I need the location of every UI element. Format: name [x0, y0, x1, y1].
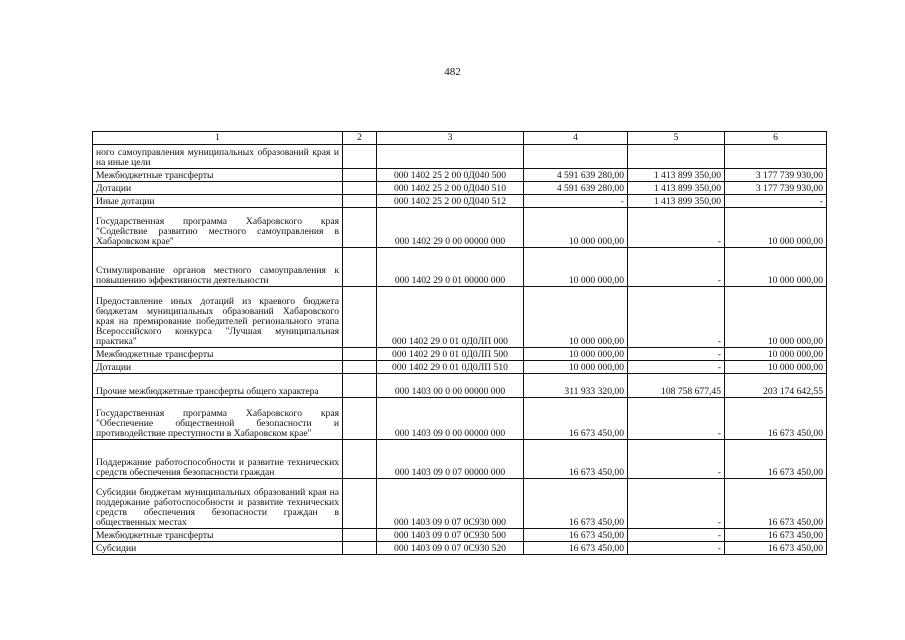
row-value-col6: 10 000 000,00 [725, 287, 827, 348]
row-name-cell: Иные дотации [93, 195, 343, 208]
table-body [93, 132, 827, 555]
page-number: 482 [444, 66, 461, 78]
row-value-col6: 16 673 450,00 [725, 529, 827, 542]
row-value-col5: - [628, 479, 725, 529]
row-code-cell: 000 1403 09 0 07 0С930 000 [377, 479, 524, 529]
row-value-col4: 10 000 000,00 [524, 348, 628, 361]
row-value-col6: 16 673 450,00 [725, 398, 827, 440]
row-value-col4: 16 673 450,00 [524, 398, 628, 440]
row-value-col4: 10 000 000,00 [524, 248, 628, 287]
row-value-col4: 16 673 450,00 [524, 479, 628, 529]
table-row [93, 361, 827, 374]
table-row [93, 479, 827, 529]
row-value-col6: 16 673 450,00 [725, 479, 827, 529]
row-value-col5: - [628, 248, 725, 287]
row-col2-cell [343, 361, 377, 374]
row-code-cell: 000 1402 25 2 00 0Д040 510 [377, 182, 524, 195]
table-row [93, 145, 827, 169]
header-col-2: 2 [343, 132, 377, 145]
row-name-cell: Межбюджетные трансферты [93, 169, 343, 182]
row-code-cell: 000 1403 09 0 07 0С930 520 [377, 542, 524, 555]
row-value-col6: 10 000 000,00 [725, 361, 827, 374]
row-value-col6: 16 673 450,00 [725, 542, 827, 555]
row-col2-cell [343, 398, 377, 440]
row-value-col6: 16 673 450,00 [725, 440, 827, 479]
table-row [93, 398, 827, 440]
row-value-col4: 16 673 450,00 [524, 440, 628, 479]
table-row [93, 248, 827, 287]
row-name-cell: Поддержание работоспособности и развитие технических средств обеспечения безопасности граждан [93, 440, 343, 479]
table-row [93, 348, 827, 361]
table-row [93, 542, 827, 555]
row-col2-cell [343, 287, 377, 348]
row-value-col4: - [524, 195, 628, 208]
row-col2-cell [343, 169, 377, 182]
row-col2-cell [343, 208, 377, 248]
row-value-col4: 10 000 000,00 [524, 287, 628, 348]
row-name-cell: Субсидии бюджетам муниципальных образований края на поддержание работоспособности и развитие технических средств обеспечения безопасности граждан в общественных местах [93, 479, 343, 529]
row-value-col5: - [628, 398, 725, 440]
row-name-cell: Государственная программа Хабаровского края "Обеспечение общественной безопасности и противодействие преступности в Хабаровском крае" [93, 398, 343, 440]
row-value-col6: 3 177 739 930,00 [725, 169, 827, 182]
row-name-cell: Государственная программа Хабаровского края "Содействие развитию местного самоуправления в Хабаровском крае" [93, 208, 343, 248]
row-value-col5: - [628, 348, 725, 361]
row-value-col5: 1 413 899 350,00 [628, 182, 725, 195]
row-col2-cell [343, 195, 377, 208]
row-col2-cell [343, 145, 377, 169]
row-value-col4: 4 591 639 280,00 [524, 169, 628, 182]
row-value-col5: 1 413 899 350,00 [628, 195, 725, 208]
row-value-col6: 10 000 000,00 [725, 248, 827, 287]
row-name-cell: ного самоуправления муниципальных образований края и на иные цели [93, 145, 343, 169]
budget-table [92, 131, 827, 555]
row-value-col6: 10 000 000,00 [725, 208, 827, 248]
table-row [93, 169, 827, 182]
row-value-col5: - [628, 361, 725, 374]
row-name-cell: Дотации [93, 182, 343, 195]
table-row [93, 182, 827, 195]
row-code-cell: 000 1403 09 0 07 00000 000 [377, 440, 524, 479]
row-code-cell: 000 1402 29 0 01 0Д0ЛП 000 [377, 287, 524, 348]
table-row [93, 287, 827, 348]
row-name-cell: Прочие межбюджетные трансферты общего характера [93, 374, 343, 398]
row-col2-cell [343, 542, 377, 555]
row-code-cell: 000 1402 29 0 01 00000 000 [377, 248, 524, 287]
row-name-cell: Дотации [93, 361, 343, 374]
row-value-col6: 203 174 642,55 [725, 374, 827, 398]
row-col2-cell [343, 479, 377, 529]
row-value-col4: 16 673 450,00 [524, 529, 628, 542]
row-col2-cell [343, 529, 377, 542]
row-code-cell: 000 1403 09 0 07 0С930 500 [377, 529, 524, 542]
header-col-6: 6 [725, 132, 827, 145]
row-value-col6 [725, 145, 827, 169]
row-name-cell: Межбюджетные трансферты [93, 529, 343, 542]
row-value-col6: 3 177 739 930,00 [725, 182, 827, 195]
row-value-col5: - [628, 542, 725, 555]
row-code-cell: 000 1402 25 2 00 0Д040 500 [377, 169, 524, 182]
row-code-cell: 000 1402 25 2 00 0Д040 512 [377, 195, 524, 208]
table-row [93, 195, 827, 208]
row-col2-cell [343, 248, 377, 287]
header-col-1: 1 [93, 132, 343, 145]
row-code-cell: 000 1403 09 0 00 00000 000 [377, 398, 524, 440]
row-value-col6: - [725, 195, 827, 208]
row-col2-cell [343, 348, 377, 361]
row-value-col5 [628, 145, 725, 169]
row-code-cell [377, 145, 524, 169]
row-name-cell: Стимулирование органов местного самоуправления к повышению эффективности деятельности [93, 248, 343, 287]
row-value-col4 [524, 145, 628, 169]
table-row [93, 208, 827, 248]
row-value-col4: 4 591 639 280,00 [524, 182, 628, 195]
header-col-3: 3 [377, 132, 524, 145]
row-value-col6: 10 000 000,00 [725, 348, 827, 361]
row-value-col4: 10 000 000,00 [524, 208, 628, 248]
row-value-col5: 1 413 899 350,00 [628, 169, 725, 182]
row-value-col5: - [628, 287, 725, 348]
row-name-cell: Предоставление иных дотаций из краевого бюджета бюджетам муниципальных образований Хабаровского края на премирование победителей регионального этапа Всероссийского конкурса "Лучшая муниципальная практика" [93, 287, 343, 348]
row-value-col4: 10 000 000,00 [524, 361, 628, 374]
row-col2-cell [343, 374, 377, 398]
table-row [93, 374, 827, 398]
table-row [93, 440, 827, 479]
row-code-cell: 000 1403 00 0 00 00000 000 [377, 374, 524, 398]
table-row [93, 529, 827, 542]
row-name-cell: Субсидии [93, 542, 343, 555]
row-code-cell: 000 1402 29 0 01 0Д0ЛП 510 [377, 361, 524, 374]
row-value-col5: - [628, 208, 725, 248]
row-value-col4: 16 673 450,00 [524, 542, 628, 555]
row-value-col4: 311 933 320,00 [524, 374, 628, 398]
header-col-4: 4 [524, 132, 628, 145]
row-name-cell: Межбюджетные трансферты [93, 348, 343, 361]
header-col-5: 5 [628, 132, 725, 145]
table-header-row [93, 132, 827, 145]
row-col2-cell [343, 440, 377, 479]
row-code-cell: 000 1402 29 0 01 0Д0ЛП 500 [377, 348, 524, 361]
row-value-col5: - [628, 440, 725, 479]
row-value-col5: 108 758 677,45 [628, 374, 725, 398]
row-code-cell: 000 1402 29 0 00 00000 000 [377, 208, 524, 248]
row-value-col5: - [628, 529, 725, 542]
row-col2-cell [343, 182, 377, 195]
